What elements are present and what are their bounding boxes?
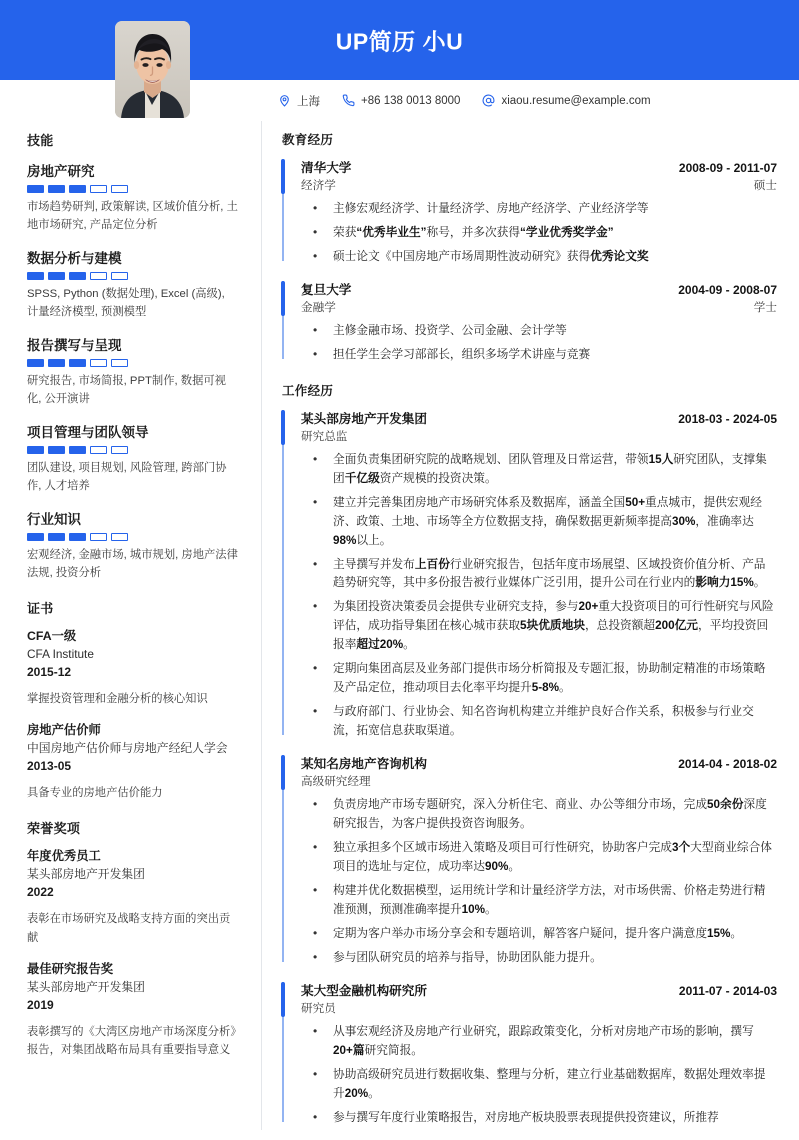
- certification-issuer: CFA Institute: [27, 646, 94, 661]
- awards-list: [27, 848, 239, 1059]
- sidebar-section-skills-title: 技能: [27, 133, 54, 148]
- skill-description: 市场趋势研判, 政策解读, 区域价值分析, 土地市场研究, 产品定位分析: [27, 201, 238, 231]
- skill-level-meter: [27, 185, 239, 193]
- school-name: 复旦大学: [301, 282, 352, 297]
- skill-name: 项目管理与团队领导: [27, 425, 149, 440]
- skill-level-cell: [90, 185, 107, 193]
- skill-level-cell: [69, 185, 86, 193]
- section-education-title: 教育经历: [282, 133, 334, 147]
- resume-body: [0, 121, 799, 1130]
- main-column: [262, 121, 799, 1140]
- page-title: UP简历 小U: [335, 28, 464, 55]
- contact-phone-text: +86 138 0013 8000: [361, 94, 461, 107]
- work-bullets: [301, 1023, 777, 1128]
- company-name: 某知名房地产咨询机构: [301, 757, 427, 772]
- certification-item: [27, 628, 239, 708]
- contact-email-text: xiaou.resume@example.com: [501, 94, 651, 107]
- work-date-range: 2014-04 - 2018-02: [678, 757, 777, 772]
- degree-name: 学士: [753, 300, 777, 314]
- work-bullet: • 从事宏观经济及房地产行业研究，跟踪政策变化，分析对房地产市场的影响，撰写20+篇研究简报。: [301, 1023, 777, 1061]
- award-name: 年度优秀员工: [27, 849, 101, 864]
- award-date: 2022: [27, 885, 54, 900]
- award-issuer: 某头部房地产开发集团: [27, 867, 145, 882]
- at-sign-icon: [482, 94, 495, 107]
- avatar: [115, 21, 190, 118]
- work-bullets: [301, 796, 777, 968]
- skill-level-cell: [90, 533, 107, 541]
- skill-level-cell: [48, 185, 65, 193]
- skill-item: [27, 334, 239, 408]
- skill-description: 团队建设, 项目规划, 风险管理, 跨部门协作, 人才培养: [27, 462, 227, 492]
- skill-level-meter: [27, 359, 239, 367]
- award-date: 2019: [27, 997, 54, 1012]
- education-date-range: 2008-09 - 2011-07: [678, 161, 777, 175]
- work-bullet: • 协助高级研究员进行数据收集、整理与分析，建立行业基础数据库，数据处理效率提升20%。: [301, 1066, 777, 1104]
- work-header: [301, 408, 777, 427]
- skill-item: [27, 421, 239, 495]
- skill-level-cell: [48, 272, 65, 280]
- certifications-list: [27, 628, 239, 802]
- skill-level-cell: [27, 446, 44, 454]
- work-bullet: • 与政府部门、行业协会、知名咨询机构建立并维护良好合作关系，积极参与行业交流，拓宽信息获取渠道。: [301, 703, 777, 741]
- education-list: [282, 157, 777, 365]
- skill-level-cell: [48, 446, 65, 454]
- award-issuer: 某头部房地产开发集团: [27, 979, 145, 994]
- work-header: [301, 980, 777, 999]
- entry-accent-rail: [282, 982, 284, 1122]
- skill-level-cell: [27, 185, 44, 193]
- contact-email: [482, 94, 650, 107]
- entry-accent-rail: [282, 281, 284, 359]
- skill-level-meter: [27, 272, 239, 280]
- work-bullets: [301, 451, 777, 741]
- skill-level-cell: [27, 533, 44, 541]
- skill-level-cell: [111, 533, 128, 541]
- education-subheader: [301, 299, 777, 315]
- phone-icon: [342, 94, 355, 107]
- skill-level-cell: [27, 359, 44, 367]
- entry-accent-rail: [282, 755, 284, 962]
- skill-item: [27, 160, 239, 234]
- award-item: [27, 961, 239, 1060]
- contact-location: [278, 93, 320, 109]
- skill-level-cell: [90, 272, 107, 280]
- skill-name: 房地产研究: [27, 164, 95, 179]
- work-bullet: • 定期向集团高层及业务部门提供市场分析简报及专题汇报，协助制定精准的市场策略及产品定位，推动项目去化率平均提升5-8%。: [301, 660, 777, 698]
- major-name: 金融学: [301, 300, 336, 314]
- company-name: 某大型金融机构研究所: [301, 983, 427, 998]
- work-header: [301, 753, 777, 772]
- job-title: 研究员: [301, 1001, 336, 1015]
- skill-level-cell: [48, 533, 65, 541]
- job-title: 研究总监: [301, 429, 348, 443]
- avatar-photo: [115, 21, 190, 118]
- skill-level-cell: [69, 533, 86, 541]
- work-entry: [282, 980, 777, 1128]
- work-entry: [282, 753, 777, 968]
- skill-level-cell: [69, 446, 86, 454]
- education-bullets: [301, 200, 777, 267]
- work-bullet: • 参与团队研究员的培养与指导，协助团队能力提升。: [301, 949, 777, 968]
- entry-accent-rail: [282, 410, 284, 735]
- award-description: 表彰在市场研究及战略支持方面的突出贡献: [27, 913, 231, 944]
- work-subheader: [301, 773, 777, 789]
- work-subheader: [301, 1000, 777, 1016]
- skill-level-cell: [111, 359, 128, 367]
- work-bullet: • 建立并完善集团房地产市场研究体系及数据库，涵盖全国50+重点城市，提供宏观经济、政策、土地、市场等全方位数据支持，确保数据更新频率提高30%，准确率达98%以上。: [301, 494, 777, 551]
- skill-level-cell: [69, 272, 86, 280]
- work-bullet: • 负责房地产市场专题研究，深入分析住宅、商业、办公等细分市场，完成50余份深度研究报告，为客户提供投资咨询服务。: [301, 796, 777, 834]
- work-list: [282, 408, 777, 1128]
- skill-level-cell: [48, 359, 65, 367]
- work-bullet: • 构建并优化数据模型，运用统计学和计量经济学方法，对市场供需、价格走势进行精准预测，预测准确率提升10%。: [301, 882, 777, 920]
- degree-name: 硕士: [753, 179, 777, 192]
- certification-date: 2015-12: [27, 664, 72, 679]
- award-item: [27, 848, 239, 947]
- skill-name: 数据分析与建模: [27, 251, 122, 266]
- map-pin-icon: [278, 94, 291, 107]
- sidebar: [0, 121, 262, 1130]
- section-work-title: 工作经历: [282, 383, 334, 398]
- skill-description: 研究报告, 市场简报, PPT制作, 数据可视化, 公开演讲: [27, 375, 226, 405]
- skill-description: 宏观经济, 金融市场, 城市规划, 房地产法律法规, 投资分析: [27, 549, 238, 579]
- certification-name: CFA一级: [27, 629, 77, 643]
- school-name: 清华大学: [301, 161, 352, 175]
- work-subheader: [301, 428, 777, 444]
- education-header: [301, 279, 777, 298]
- skill-level-cell: [69, 359, 86, 367]
- skill-level-cell: [111, 185, 128, 193]
- work-bullet: • 独立承担多个区域市场进入策略及项目可行性研究，协助客户完成3个大型商业综合体项目的选址与定位，成功率达90%。: [301, 839, 777, 877]
- work-bullet: • 定期为客户举办市场分享会和专题培训，解答客户疑问，提升客户满意度15%。: [301, 925, 777, 944]
- award-name: 最佳研究报告奖: [27, 961, 114, 976]
- sidebar-section-certs-title: 证书: [27, 601, 54, 616]
- certification-name: 房地产估价师: [27, 723, 101, 738]
- certification-item: [27, 722, 239, 802]
- education-entry: [282, 279, 777, 365]
- education-header: [301, 157, 777, 176]
- work-bullet: • 为集团投资决策委员会提供专业研究支持，参与20+重大投资项目的可行性研究与风险评估，成功指导集团在核心城市获取5块优质地块，总投资额超200亿元，平均投资回报率超过20%。: [301, 598, 777, 655]
- skill-description: SPSS, Python (数据处理), Excel (高级), 计量经济模型, 预测模型: [27, 288, 225, 318]
- skill-level-cell: [27, 272, 44, 280]
- major-name: 经济学: [301, 179, 336, 192]
- education-bullet: • 荣获“优秀毕业生”称号，并多次获得“学业优秀奖学金”: [301, 224, 777, 243]
- education-bullet: • 硕士论文《中国房地产市场周期性波动研究》获得优秀论文奖: [301, 248, 777, 267]
- skill-name: 行业知识: [27, 512, 81, 527]
- contact-phone: [342, 94, 460, 107]
- education-bullet: • 主修金融市场、投资学、公司金融、会计学等: [301, 322, 777, 341]
- skill-level-cell: [90, 359, 107, 367]
- skill-level-cell: [111, 272, 128, 280]
- skill-item: [27, 508, 239, 582]
- certification-issuer: 中国房地产估价师与房地产经纪人学会: [27, 741, 228, 756]
- skills-list: [27, 160, 239, 582]
- skill-name: 报告撰写与呈现: [27, 338, 122, 353]
- education-subheader: [301, 177, 777, 193]
- work-bullet: • 全面负责集团研究院的战略规划、团队管理及日常运营，带领15人研究团队，支撑集团千亿级资产规模的投资决策。: [301, 451, 777, 489]
- work-bullet: • 参与撰写年度行业策略报告，对房地产板块股票表现提供投资建议，所推荐: [301, 1109, 777, 1128]
- education-bullets: [301, 322, 777, 365]
- work-date-range: 2018-03 - 2024-05: [678, 411, 777, 426]
- skill-level-meter: [27, 533, 239, 541]
- skill-item: [27, 247, 239, 321]
- skill-level-cell: [90, 446, 107, 454]
- company-name: 某头部房地产开发集团: [301, 411, 427, 426]
- work-entry: [282, 408, 777, 741]
- education-bullet: • 担任学生会学习部部长，组织多场学术讲座与竞赛: [301, 346, 777, 365]
- certification-date: 2013-05: [27, 759, 72, 774]
- education-entry: [282, 157, 777, 267]
- award-description: 表彰撰写的《大湾区房地产市场深度分析》报告，对集团战略布局具有重要指导意义: [27, 1025, 236, 1057]
- work-bullet: • 主导撰写并发布上百份行业研究报告，包括年度市场展望、区域投资价值分析、产品趋势研究等，其中多份报告被行业媒体广泛引用，提升公司在行业内的影响力15%。: [301, 556, 777, 594]
- contact-location-text: 上海: [297, 95, 320, 108]
- job-title: 高级研究经理: [301, 775, 371, 789]
- work-date-range: 2011-07 - 2014-03: [678, 983, 777, 998]
- entry-accent-rail: [282, 159, 284, 261]
- education-date-range: 2004-09 - 2008-07: [678, 282, 777, 297]
- skill-level-meter: [27, 446, 239, 454]
- sidebar-section-awards-title: 荣誉奖项: [27, 821, 81, 837]
- certification-description: 具备专业的房地产估价能力: [27, 787, 163, 800]
- certification-description: 掌握投资管理和金融分析的核心知识: [27, 692, 208, 705]
- education-bullet: • 主修宏观经济学、计量经济学、房地产经济学、产业经济学等: [301, 200, 777, 219]
- skill-level-cell: [111, 446, 128, 454]
